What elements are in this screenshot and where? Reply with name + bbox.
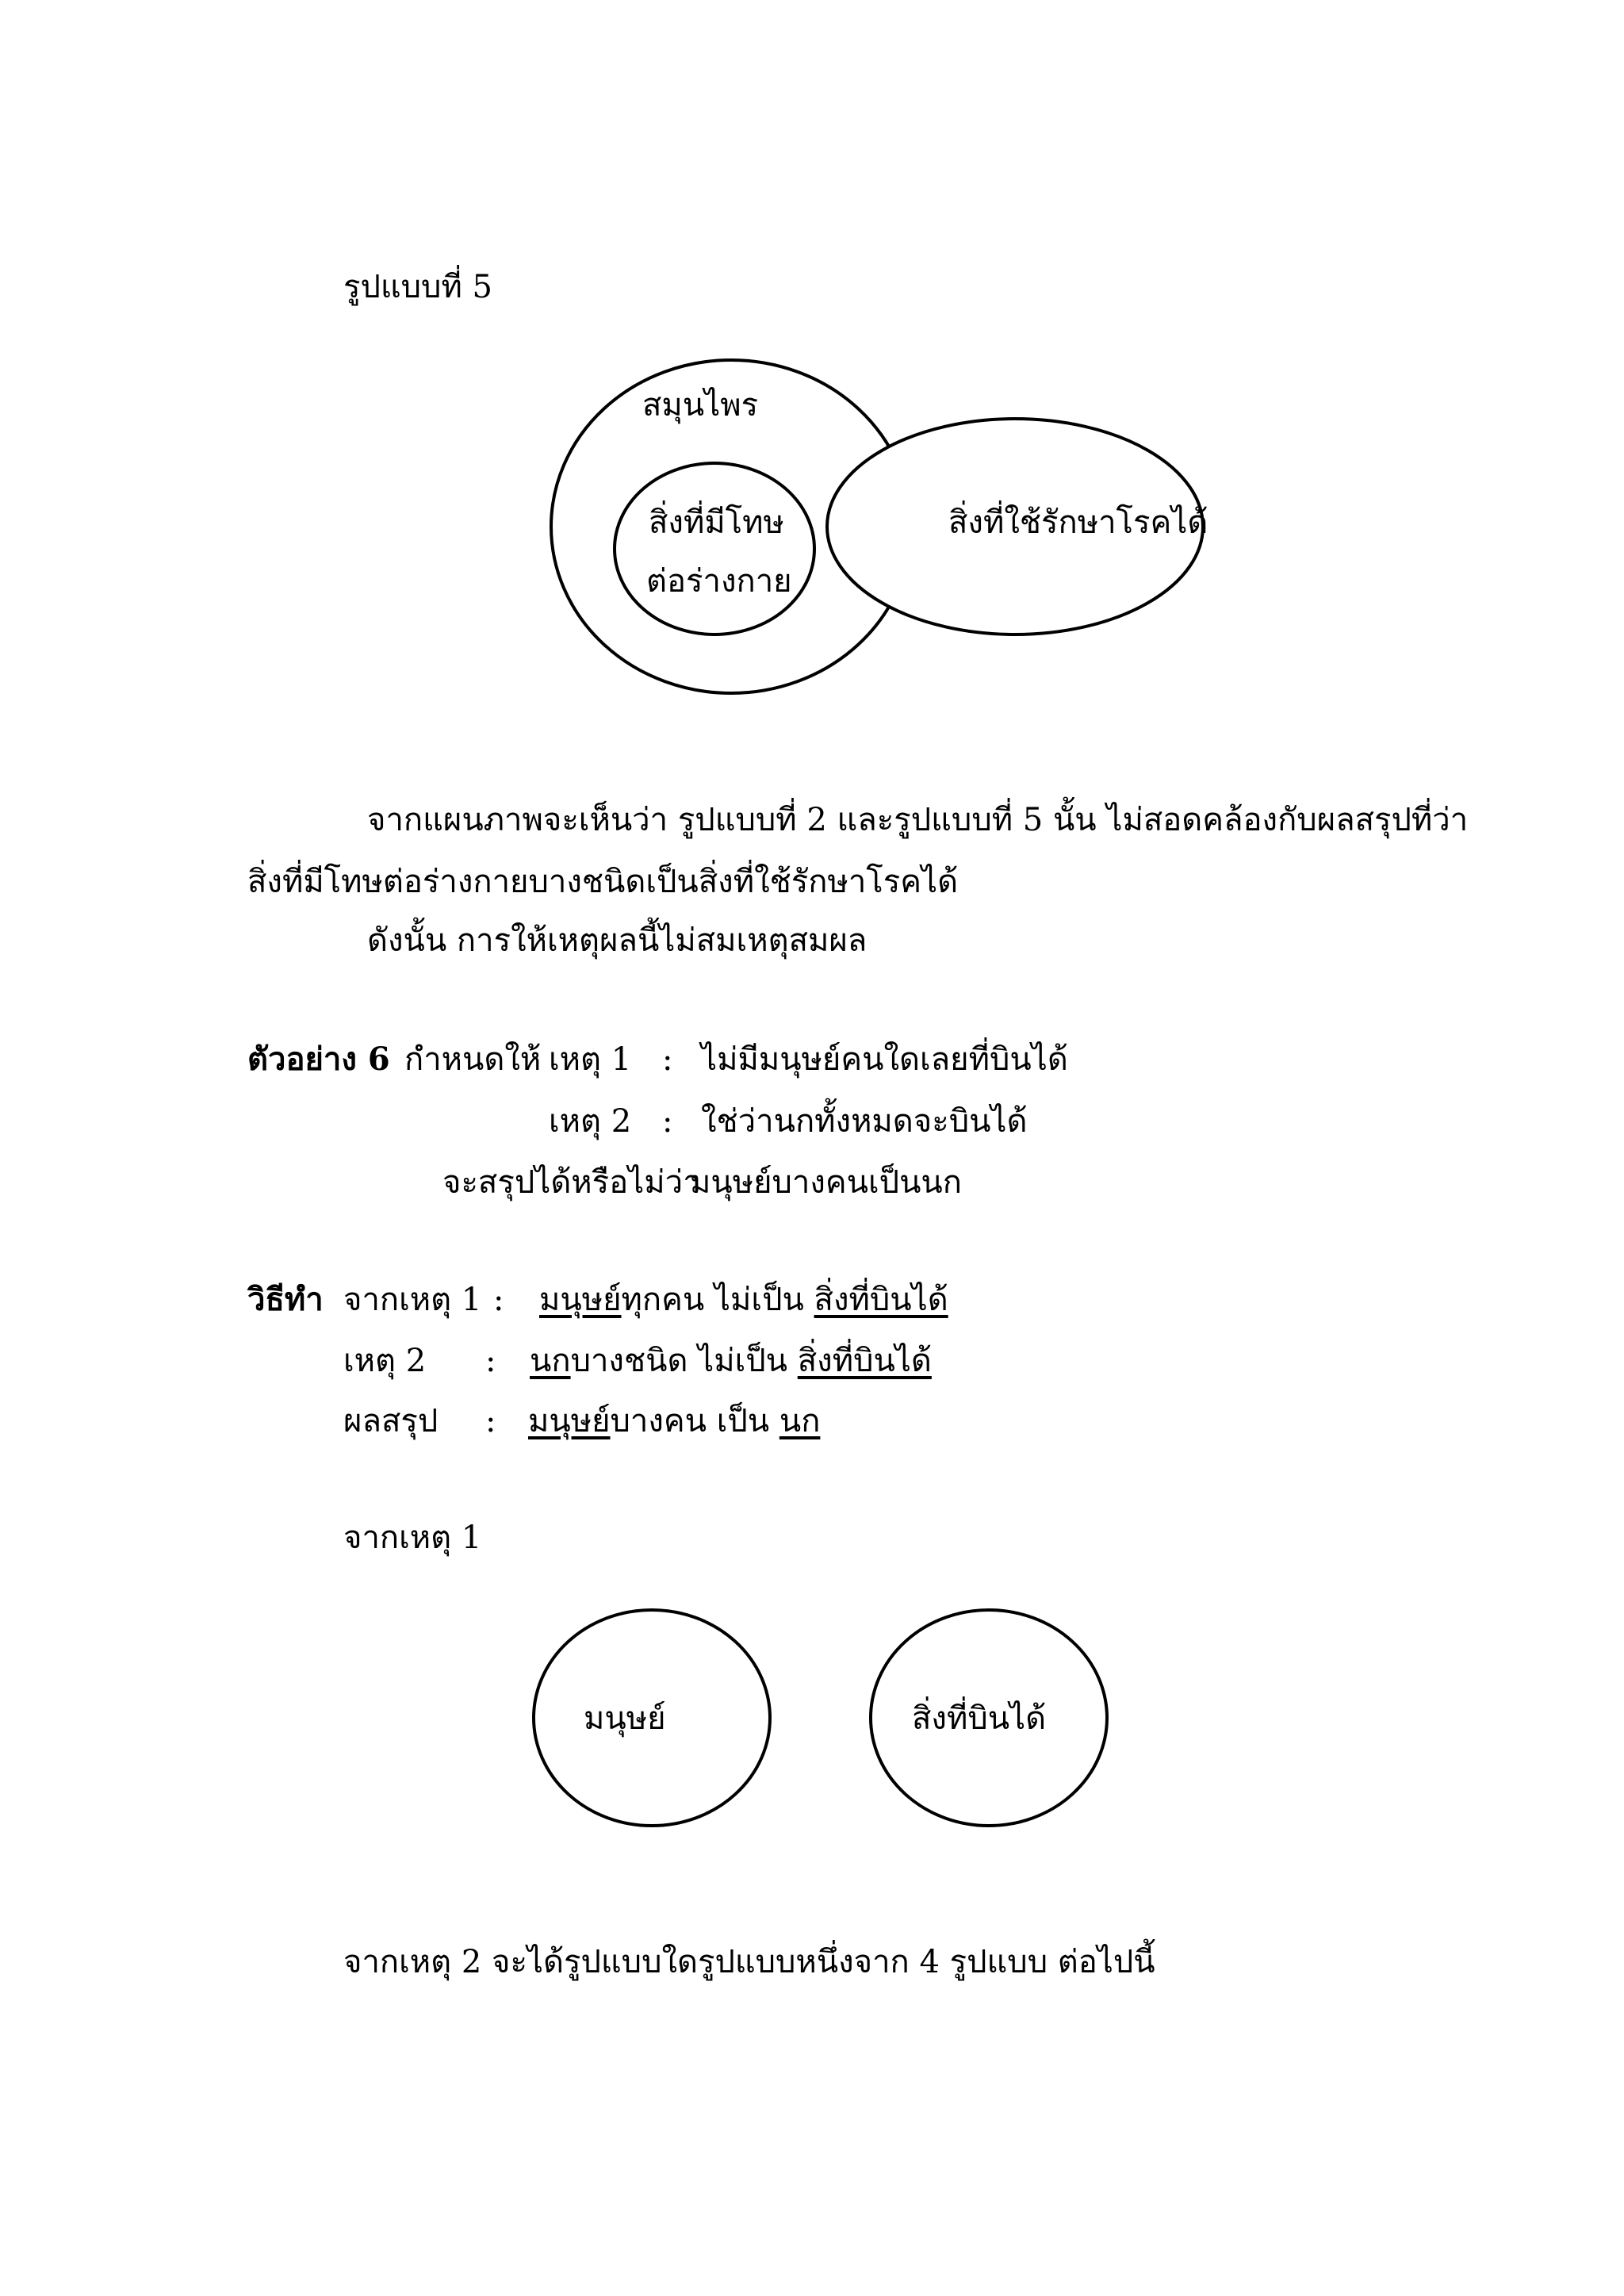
example6-given: กำหนดให้ xyxy=(404,1041,542,1078)
from-premise1-heading: จากเหตุ 1 xyxy=(343,1520,482,1556)
pattern5-heading: รูปแบบที่ 5 xyxy=(343,269,492,305)
example6-colon: : xyxy=(662,1103,673,1140)
method-colon: : xyxy=(493,1282,504,1318)
from-premise2-text: จากเหตุ 2 จะได้รูปแบบใดรูปแบบหนึ่งจาก 4 รูปแบบ ต่อไปนี้ xyxy=(343,1944,1155,1980)
result-subject: มนุษย์ xyxy=(528,1403,611,1439)
premise1-object: สิ่งที่บินได้ xyxy=(814,1282,948,1318)
harmful-label-line2: ต่อร่างกาย xyxy=(646,563,792,600)
herbs-label: สมุนไพร xyxy=(642,387,759,424)
example6-premise1-label: เหตุ 1 xyxy=(549,1041,632,1078)
method-result-statement xyxy=(528,1401,820,1442)
example6-question-label: จะสรุปได้หรือไม่ว่า xyxy=(442,1164,701,1201)
conclusion-line2: สิ่งที่มีโทษต่อร่างกายบางชนิดเป็นสิ่งที่ใช้รักษาโรคได้ xyxy=(247,864,959,900)
premise1-subject: มนุษย์ xyxy=(539,1282,622,1318)
premise1-middle: ทุกคน ไม่เป็น xyxy=(621,1282,804,1318)
example6-premise2-label: เหตุ 2 xyxy=(549,1103,632,1140)
method-label: วิธีทำ xyxy=(247,1281,324,1318)
method-from-premise1: จากเหตุ 1 xyxy=(343,1282,482,1318)
fly-circle-label: สิ่งที่บินได้ xyxy=(912,1700,1047,1737)
method-colon: : xyxy=(485,1403,496,1439)
method-premise2-label: เหตุ 2 xyxy=(343,1343,427,1379)
conclusion-line1: จากแผนภาพจะเห็นว่า รูปแบบที่ 2 และรูปแบบที่ 5 นั้น ไม่สอดคล้องกับผลสรุปที่ว่า xyxy=(367,802,1469,838)
harmful-circle xyxy=(615,463,814,634)
method-premise1-statement xyxy=(539,1279,948,1320)
premise2-middle: บางชนิด ไม่เป็น xyxy=(570,1343,788,1379)
harmful-label-line1: สิ่งที่มีโทษ xyxy=(649,504,784,541)
example6-premise1-text: ไม่มีมนุษย์คนใดเลยที่บินได้ xyxy=(701,1041,1068,1078)
result-middle: บางคน เป็น xyxy=(610,1403,770,1439)
human-circle-label: มนุษย์ xyxy=(584,1700,666,1737)
method-premise2-statement xyxy=(530,1340,932,1382)
premise2-object: สิ่งที่บินได้ xyxy=(797,1343,932,1379)
result-object: นก xyxy=(779,1403,821,1439)
conclusion-line3: ดังนั้น การให้เหตุผลนี้ไม่สมเหตุสมผล xyxy=(367,922,868,959)
example6-colon: : xyxy=(662,1041,673,1078)
method-result-label: ผลสรุป xyxy=(343,1403,439,1439)
cure-label: สิ่งที่ใช้รักษาโรคได้ xyxy=(948,504,1208,541)
example6-question-text: มนุษย์บางคนเป็นนก xyxy=(690,1164,962,1201)
premise2-subject: นก xyxy=(530,1343,571,1379)
example6-premise2-text: ใช่ว่านกทั้งหมดจะบินได้ xyxy=(701,1103,1028,1140)
method-colon: : xyxy=(485,1343,496,1379)
example6-label: ตัวอย่าง 6 xyxy=(247,1041,390,1078)
